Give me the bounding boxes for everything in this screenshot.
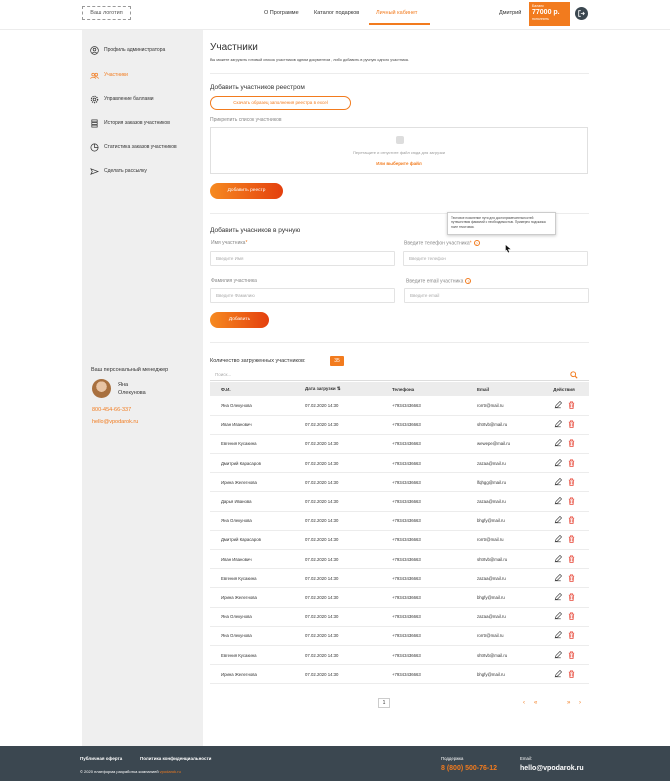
trash-icon[interactable]: [568, 497, 575, 505]
add-participant-button[interactable]: Добавить: [210, 312, 269, 328]
nav-active-underline: [369, 23, 430, 25]
cell-phone: +79343436663: [392, 537, 421, 543]
cell-actions: [536, 588, 589, 607]
cell-phone: +79343436663: [392, 402, 421, 408]
page-title: Участники: [210, 42, 258, 53]
cell-name: Яна Олекунова: [221, 614, 252, 620]
cell-phone: +79343436663: [392, 441, 421, 447]
cell-date: 07.02.2020 14:30: [305, 575, 339, 581]
cell-actions: [536, 492, 589, 511]
cell-date: 07.02.2020 14:30: [305, 441, 339, 447]
manager-email[interactable]: hello@vpodarok.ru: [92, 419, 139, 425]
nav-about[interactable]: О Программе: [264, 10, 299, 16]
top-header: [0, 0, 670, 30]
support-phone[interactable]: 8 (800) 500-76-12: [441, 765, 498, 772]
first-name-label-text: Имя участника: [211, 240, 246, 246]
cell-date: 07.02.2020 14:30: [305, 614, 339, 620]
cell-actions: [536, 569, 589, 588]
cell-actions: [536, 454, 589, 473]
edit-icon[interactable]: [554, 478, 562, 486]
dropzone-text: Перетащите и отпустите файл сюда для загрузки: [353, 150, 445, 155]
cell-date: 07.02.2020 14:30: [305, 594, 339, 600]
edit-icon[interactable]: [554, 651, 562, 659]
page-subtitle: Вы можете загрузить готовый список участников одним документом , либо добавить в ручную одного участника.: [210, 58, 409, 62]
col-actions: Действия: [553, 386, 575, 392]
divider: [210, 342, 589, 343]
edit-icon[interactable]: [554, 459, 562, 467]
sidebar-item-profile[interactable]: [90, 44, 165, 56]
cell-actions: [536, 550, 589, 569]
cell-email: shtrtvb@mail.ru: [477, 652, 508, 658]
cell-name: Дарья Иванова: [221, 499, 252, 505]
cell-actions: [536, 645, 589, 664]
divider: [210, 73, 589, 74]
footer-offer-link[interactable]: Публичная оферта: [80, 756, 123, 761]
table-row: [210, 626, 589, 645]
cell-name: Евгения Кусакина: [221, 652, 257, 658]
cell-date: 07.02.2020 14:30: [305, 537, 339, 543]
trash-icon[interactable]: [568, 420, 575, 428]
manager-title: Ваш персональный менеджер: [91, 367, 169, 373]
cell-phone: +79343436663: [392, 460, 421, 466]
balance-value: 77000 р.: [532, 9, 560, 16]
participants-table: [210, 382, 589, 684]
col-date-label: Дата загрузки: [305, 386, 336, 391]
user-icon: [90, 46, 99, 55]
search-icon[interactable]: [570, 371, 578, 379]
upload-icon: [396, 136, 404, 144]
cell-email: bhgfy@mail.ru: [477, 594, 505, 600]
table-row: [210, 645, 589, 664]
last-page-button[interactable]: »: [567, 700, 571, 706]
manager-last-name: Олекунова: [118, 390, 146, 396]
gear-icon: [90, 95, 99, 104]
pie-chart-icon: [90, 143, 99, 152]
trash-icon[interactable]: [568, 631, 575, 639]
first-name-input[interactable]: Введите Имя: [210, 251, 395, 266]
table-row: [210, 434, 589, 453]
email-input[interactable]: Введите email: [404, 288, 589, 303]
footer-copyright: [80, 769, 181, 774]
phone-input[interactable]: Введите телефон: [403, 251, 588, 266]
sidebar-item-order-history[interactable]: [90, 117, 170, 129]
manager-phone[interactable]: 800-454-66-337: [92, 407, 132, 413]
trash-icon[interactable]: [568, 555, 575, 563]
phone-label: Введите телефон участника* ?: [404, 240, 478, 247]
cell-phone: +79343436663: [392, 575, 421, 581]
trash-icon[interactable]: [568, 439, 575, 447]
cell-name: Дмитрий Карасаров: [221, 460, 261, 466]
cell-email: zazaa@mail.ru: [477, 575, 506, 581]
cell-date: 07.02.2020 14:30: [305, 652, 339, 658]
table-row: [210, 511, 589, 530]
current-page[interactable]: 1: [378, 698, 390, 708]
table-header-row: [210, 382, 589, 396]
table-row: [210, 473, 589, 492]
tooltip: Тестовое пояснение пути для достопримечательностей путешествия фамилий с необходимостью. Примерно подсказка поле текстовая.: [447, 212, 556, 235]
sidebar-item-label: Статистика заказов участников: [104, 144, 177, 150]
trash-icon[interactable]: [568, 612, 575, 620]
manual-title: Добавить учасников в ручную: [210, 227, 301, 234]
cell-phone: +79343436663: [392, 499, 421, 505]
sidebar-item-label: Профиль администратора: [104, 47, 166, 53]
prev-page-button[interactable]: ‹: [523, 700, 525, 706]
copyright-text: © 2020 платформа разработка компанией: [80, 769, 159, 774]
cell-date: 07.02.2020 14:30: [305, 518, 339, 524]
cell-actions: [536, 530, 589, 549]
trash-icon[interactable]: [568, 535, 575, 543]
help-icon[interactable]: ?: [467, 279, 470, 284]
table-row: [210, 550, 589, 569]
balance-topup[interactable]: пополнить: [532, 17, 549, 21]
cell-email: bhgfy@mail.ru: [477, 518, 505, 524]
cell-phone: +79343436663: [392, 518, 421, 524]
cell-name: Яна Олекунова: [221, 633, 252, 639]
last-name-label: Фамилия участника: [211, 278, 257, 284]
table-row: [210, 607, 589, 626]
cell-actions: [536, 607, 589, 626]
sidebar-item-label: Участники: [104, 72, 128, 78]
cell-date: 07.02.2020 14:30: [305, 556, 339, 562]
cell-email: zazaa@mail.ru: [477, 460, 506, 466]
edit-icon[interactable]: [554, 420, 562, 428]
cell-name: Евгения Кусакина: [221, 441, 257, 447]
cursor-icon: [505, 244, 512, 253]
edit-icon[interactable]: [554, 401, 562, 409]
cell-phone: +79343436663: [392, 479, 421, 485]
trash-icon[interactable]: [568, 478, 575, 486]
count-badge: 35: [330, 356, 344, 366]
edit-icon[interactable]: [554, 631, 562, 639]
cell-name: Ирина Желегнова: [221, 671, 257, 677]
table-row: [210, 396, 589, 415]
footer-privacy-link[interactable]: Политика конфиденциальности: [140, 756, 212, 761]
cell-phone: +79343436663: [392, 633, 421, 639]
cell-name: Яна Олекунова: [221, 402, 252, 408]
cell-email: rorrtr@mail.ru: [477, 402, 504, 408]
last-name-input[interactable]: Введите Фамилию: [210, 288, 395, 303]
col-name[interactable]: Ф.И.: [221, 386, 231, 392]
sidebar-item-mailing[interactable]: [90, 165, 147, 177]
first-page-button[interactable]: «: [534, 700, 538, 706]
nav-account[interactable]: Личный кабинет: [376, 10, 418, 16]
email-label: Email:: [520, 756, 532, 761]
cell-phone: +79343436663: [392, 614, 421, 620]
cell-date: 07.02.2020 14:30: [305, 671, 339, 677]
email-label: [406, 278, 471, 284]
cell-email: zazaa@mail.ru: [477, 499, 506, 505]
trash-icon[interactable]: [568, 516, 575, 524]
cell-phone: +79343436663: [392, 671, 421, 677]
logout-button[interactable]: [575, 7, 588, 20]
cell-email: rorrtr@mail.ru: [477, 537, 504, 543]
cell-name: Ирина Желегнова: [221, 479, 257, 485]
manager-name: [118, 381, 146, 397]
user-name[interactable]: Дмитрий: [499, 10, 522, 16]
cell-email: shtrtvb@mail.ru: [477, 556, 508, 562]
count-label: Количество загруженных участников:: [210, 358, 306, 364]
edit-icon[interactable]: [554, 516, 562, 524]
download-sample-button[interactable]: Скачать образец заполнения реестра в excel: [210, 96, 351, 110]
cell-actions: [536, 626, 589, 645]
cell-phone: +79343436663: [392, 556, 421, 562]
file-dropzone[interactable]: [210, 127, 588, 174]
trash-icon[interactable]: [568, 670, 575, 678]
attach-label: Прикрепить список участников: [210, 117, 282, 123]
cell-email: lfqhgg@mail.ru: [477, 479, 506, 485]
trash-icon[interactable]: [568, 401, 575, 409]
sidebar: [82, 30, 203, 746]
footer: [0, 746, 670, 781]
users-icon: [90, 71, 99, 80]
cell-date: 07.02.2020 14:30: [305, 499, 339, 505]
nav-catalog[interactable]: Каталог подарков: [314, 10, 360, 16]
edit-icon[interactable]: [554, 574, 562, 582]
cell-date: 07.02.2020 14:30: [305, 402, 339, 408]
email-label-text: Введите email участника: [406, 278, 464, 285]
company-link[interactable]: vpodarok.ru: [159, 769, 181, 774]
logout-icon: [578, 10, 585, 17]
next-page-button[interactable]: ›: [579, 700, 581, 706]
cell-date: 07.02.2020 14:30: [305, 633, 339, 639]
table-row: [210, 454, 589, 473]
cell-email: rorrtr@mail.ru: [477, 633, 504, 639]
cell-phone: +79343436663: [392, 422, 421, 428]
cell-actions: [536, 396, 589, 415]
sidebar-item-label: История заказов участников: [104, 120, 170, 126]
table-row: [210, 492, 589, 511]
cell-name: Иван Иванович: [221, 556, 252, 562]
sort-icon[interactable]: ⇅: [336, 386, 341, 391]
add-registry-button[interactable]: Добавить реестр: [210, 183, 283, 199]
balance-label: Баланс: [532, 4, 544, 8]
cell-actions: [536, 511, 589, 530]
edit-icon[interactable]: [554, 555, 562, 563]
sidebar-item-label: Управление баллами: [104, 96, 154, 102]
support-label: Поддержка: [441, 756, 464, 761]
cell-date: 07.02.2020 14:30: [305, 479, 339, 485]
col-email[interactable]: Email: [477, 386, 490, 392]
cell-name: Ирина Желегнова: [221, 594, 257, 600]
footer-email[interactable]: hello@vpodarok.ru: [520, 765, 584, 772]
edit-icon[interactable]: [554, 535, 562, 543]
cell-name: Евгения Кусакина: [221, 575, 257, 581]
cell-actions: [536, 434, 589, 453]
cell-email: wewepe@mail.ru: [477, 441, 511, 447]
first-name-label: Имя участника*: [211, 240, 248, 246]
sidebar-item-participants[interactable]: [90, 69, 128, 81]
col-date[interactable]: [302, 382, 389, 396]
table-row: [210, 530, 589, 549]
cell-phone: +79343436663: [392, 652, 421, 658]
avatar: [92, 379, 111, 398]
cell-email: zazaa@mail.ru: [477, 614, 506, 620]
table-row: [210, 415, 589, 434]
col-phone[interactable]: Телефона: [392, 386, 415, 392]
balance-widget[interactable]: [529, 2, 570, 26]
logo[interactable]: Ваш логотип: [82, 6, 131, 20]
trash-icon[interactable]: [568, 593, 575, 601]
registry-title: Добавить участников реестром: [210, 84, 305, 91]
cell-actions: [536, 415, 589, 434]
send-icon: [90, 167, 99, 176]
edit-icon[interactable]: [554, 439, 562, 447]
cell-date: 07.02.2020 14:30: [305, 460, 339, 466]
cell-name: Иван Иванович: [221, 422, 252, 428]
sidebar-item-label: Сделать рассылку: [104, 168, 147, 174]
cell-actions: [536, 665, 589, 684]
database-icon: [90, 119, 99, 128]
cell-actions: [536, 473, 589, 492]
trash-icon[interactable]: [568, 459, 575, 467]
table-row: [210, 569, 589, 588]
manager-first-name: Яна: [118, 382, 129, 388]
edit-icon[interactable]: [554, 670, 562, 678]
table-row: [210, 588, 589, 607]
edit-icon[interactable]: [554, 612, 562, 620]
help-icon[interactable]: ?: [475, 241, 478, 246]
cell-phone: +79343436663: [392, 594, 421, 600]
edit-icon[interactable]: [554, 497, 562, 505]
sidebar-item-order-stats[interactable]: [90, 141, 177, 153]
cell-email: shtrtvb@mail.ru: [477, 422, 508, 428]
phone-label-text: Введите телефон участника: [404, 240, 470, 247]
cell-email: bhgfy@mail.ru: [477, 671, 505, 677]
cell-name: Яна Олекунова: [221, 518, 252, 524]
table-row: [210, 665, 589, 684]
trash-icon[interactable]: [568, 651, 575, 659]
search-underline: [210, 380, 589, 381]
edit-icon[interactable]: [554, 593, 562, 601]
choose-file-link[interactable]: Или выберите файл: [376, 161, 422, 166]
search-input[interactable]: Поиск...: [215, 372, 232, 377]
cell-date: 07.02.2020 14:30: [305, 422, 339, 428]
sidebar-item-points[interactable]: [90, 93, 154, 105]
trash-icon[interactable]: [568, 574, 575, 582]
cell-name: Дмитрий Карасаров: [221, 537, 261, 543]
